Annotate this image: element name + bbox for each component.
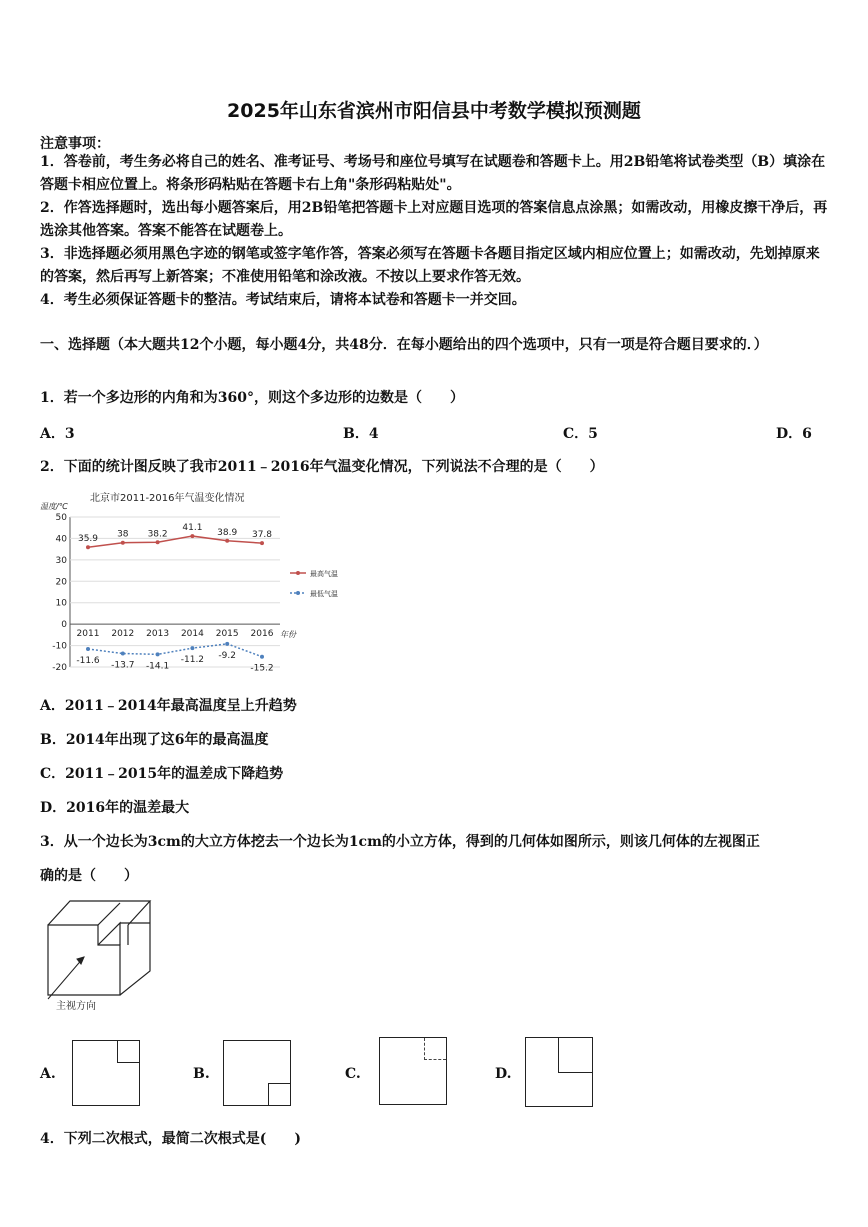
question-2-option-d: D．2016年的温差最大: [40, 800, 190, 816]
option-c-view: [379, 1037, 447, 1105]
series-point: [156, 652, 160, 656]
series-point: [190, 534, 194, 538]
series-point: [86, 647, 90, 651]
page-title: 2025年山东省滨州市阳信县中考数学模拟预测题: [227, 100, 641, 122]
chart-ylabel: 温度/℃: [40, 502, 68, 511]
question-1-stem: 1．若一个多边形的内角和为360°，则这个多边形的边数是（ ）: [40, 390, 464, 406]
question-3-option-d-label: D.: [495, 1066, 512, 1082]
data-label: 35.9: [77, 534, 99, 545]
series-point: [225, 539, 229, 543]
data-label: -11.2: [180, 655, 205, 666]
data-label: 38.2: [147, 529, 168, 540]
note-item-2: 2．作答选择题时，选出每小题答案后，用2B铅笔把答题卡上对应题目选项的答案信息点涂黑；如需改动，用橡皮擦干净后，再选涂其他答案。答案不能答在试题卷上。: [40, 200, 828, 239]
y-tick-label: 50: [55, 513, 67, 523]
question-1-option-d: D．6: [776, 426, 812, 442]
question-3-option-c-label: C.: [345, 1066, 361, 1082]
data-label: -9.2: [218, 650, 236, 661]
y-tick-label: 10: [55, 598, 67, 609]
note-item-1: 1．答卷前，考生务必将自己的姓名、准考证号、考场号和座位号填写在试题卷和答题卡上。用2B铅笔将试卷类型（B）填涂在答题卡相应位置上。将条形码粘贴在答题卡右上角"条形码粘贴处"。: [40, 154, 826, 193]
series-point: [190, 646, 194, 650]
question-1-option-a: A．3: [40, 426, 75, 442]
data-label: -13.7: [111, 660, 135, 671]
question-3-stem-line-1: 3．从一个边长为3cm的大立方体挖去一个边长为1cm的小立方体，得到的几何体如图所示，则该几何体的左视图正: [40, 834, 760, 850]
question-3-option-a-label: A.: [40, 1066, 56, 1082]
legend-marker: [296, 591, 300, 595]
question-3-stem-line-2: 确的是（ ）: [40, 868, 138, 884]
data-label: 38.9: [217, 527, 238, 538]
option-a-view: [72, 1040, 140, 1106]
y-tick-label: 40: [55, 534, 67, 545]
option-c-notch: [424, 1038, 446, 1060]
option-b-view: [223, 1040, 291, 1106]
option-d-notch: [558, 1038, 592, 1073]
x-tick-label: 2016: [250, 629, 274, 640]
note-item-3: 3．非选择题必须用黑色字迹的钢笔或签字笔作答，答案必须写在答题卡各题目指定区域内相应位置上；如需改动，先划掉原来的答案，然后再写上新答案；不准使用铅笔和涂改液。不按以上要求作答无效。: [40, 246, 820, 285]
chart-xlabel: 年份: [280, 630, 296, 639]
series-point: [121, 652, 125, 656]
series-point: [225, 642, 229, 646]
series-point: [260, 655, 264, 659]
x-tick-label: 2012: [111, 629, 135, 640]
question-4-stem: 4．下列二次根式，最简二次根式是( ): [40, 1131, 301, 1147]
series-point: [260, 541, 264, 545]
series-point: [86, 545, 90, 549]
question-1-option-c: C．5: [563, 426, 598, 442]
notes-heading: 注意事项：: [40, 136, 110, 152]
question-2-option-b: B．2014年出现了这6年的最高温度: [40, 732, 269, 748]
question-2-option-a: A．2011﹣2014年最高温度呈上升趋势: [40, 698, 297, 714]
note-item-4: 4．考生必须保证答题卡的整洁。考试结束后，请将本试卷和答题卡一并交回。: [40, 292, 526, 308]
data-label: -11.6: [76, 656, 100, 666]
y-tick-label: -10: [52, 641, 67, 652]
series-point: [156, 540, 160, 544]
x-tick-label: 2015: [215, 629, 239, 640]
option-b-notch: [268, 1083, 290, 1105]
view-direction-label: 主视方向: [56, 1001, 96, 1012]
question-1-option-b: B．4: [343, 426, 379, 442]
section-heading: 一、选择题（本大题共12个小题，每小题4分，共48分．在每小题给出的四个选项中，只有一项是符合题目要求的．）: [40, 337, 768, 353]
y-tick-label: 20: [55, 577, 67, 588]
y-tick-label: 30: [55, 555, 67, 566]
question-3-option-b-label: B.: [193, 1066, 210, 1082]
temperature-line-chart: [40, 485, 360, 680]
data-label: 38: [117, 529, 129, 540]
cube-figure: [40, 895, 170, 1020]
y-tick-label: 0: [61, 620, 67, 631]
data-label: -15.2: [250, 663, 274, 674]
data-label: 41.1: [182, 523, 203, 534]
chart-title: 北京市2011-2016年气温变化情况: [90, 493, 245, 504]
option-d-view: [525, 1037, 593, 1107]
option-a-notch: [117, 1041, 139, 1063]
legend-marker: [296, 571, 300, 575]
question-2-stem: 2．下面的统计图反映了我市2011﹣2016年气温变化情况，下列说法不合理的是（ ）: [40, 459, 604, 475]
x-tick-label: 2013: [146, 629, 170, 640]
x-tick-label: 2011: [76, 629, 100, 640]
series-point: [121, 541, 125, 545]
y-tick-label: -20: [52, 663, 67, 673]
question-2-option-c: C．2011﹣2015年的温差成下降趋势: [40, 766, 284, 782]
data-label: -14.1: [145, 661, 170, 672]
legend-label: 最高气温: [310, 570, 338, 578]
data-label: 37.8: [251, 530, 273, 541]
legend-label: 最低气温: [310, 590, 338, 598]
x-tick-label: 2014: [180, 629, 204, 640]
